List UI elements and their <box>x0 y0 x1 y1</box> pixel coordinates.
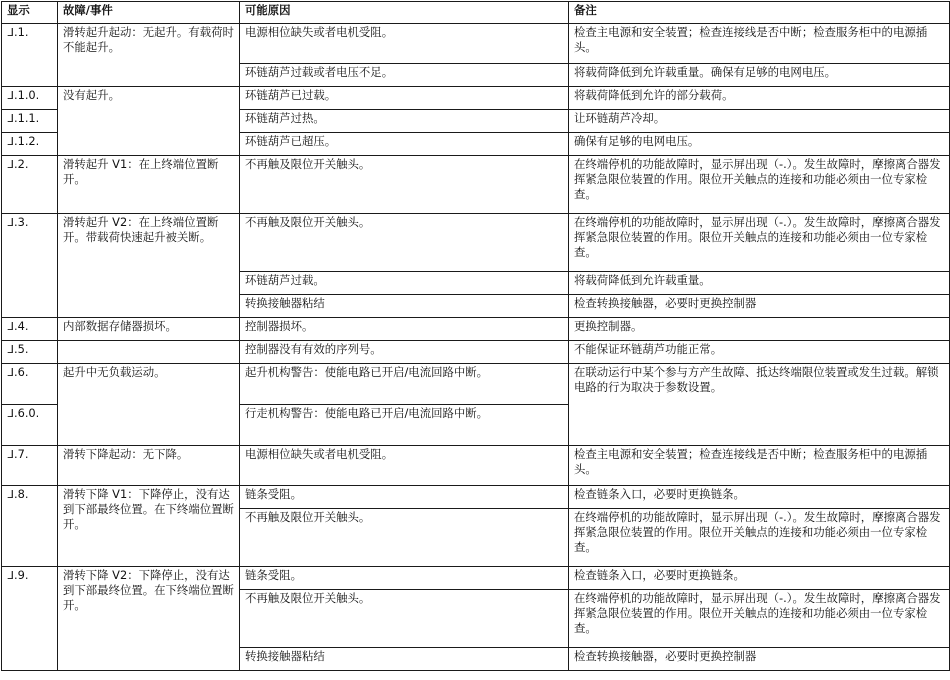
possible-cause: 环链葫芦过热。 <box>240 110 569 133</box>
possible-cause: 控制器没有有效的序列号。 <box>240 341 569 364</box>
display-code: ᒧ.1. <box>2 24 58 87</box>
remarks: 在终端停机的功能故障时，显示屏出现（-.）。发生故障时，摩擦离合器发挥紧急限位装置的作用。限位开关触点的连接和功能必须由一位专家检查。 <box>569 590 950 648</box>
table-row <box>2 87 950 110</box>
fault-event: 滑转下降 V2：下降停止，没有达到下部最终位置。在下终端位置断开。 <box>58 567 240 671</box>
table-row <box>2 341 950 364</box>
table-header-row <box>2 2 950 24</box>
remarks: 在终端停机的功能故障时，显示屏出现（-.）。发生故障时，摩擦离合器发挥紧急限位装置的作用。限位开关触点的连接和功能必须由一位专家检查。 <box>569 509 950 567</box>
table-row <box>2 214 950 272</box>
remarks: 将载荷降低到允许的部分载荷。 <box>569 87 950 110</box>
header-fault-event: 故障/事件 <box>58 2 240 24</box>
remarks: 检查主电源和安全装置；检查连接线是否中断；检查服务柜中的电源插头。 <box>569 24 950 64</box>
display-code: ᒧ.9. <box>2 567 58 671</box>
possible-cause: 环链葫芦过载或者电压不足。 <box>240 64 569 87</box>
possible-cause: 链条受阻。 <box>240 486 569 509</box>
fault-event: 滑转下降 V1：下降停止，没有达到下部最终位置。在下终端位置断开。 <box>58 486 240 567</box>
remarks: 将载荷降低到允许载重量。 <box>569 272 950 295</box>
remarks: 不能保证环链葫芦功能正常。 <box>569 341 950 364</box>
table-row <box>2 446 950 486</box>
possible-cause: 电源相位缺失或者电机受阻。 <box>240 446 569 486</box>
remarks: 在联动运行中某个参与方产生故障、抵达终端限位装置或发生过载。解锁电路的行为取决于参数设置。 <box>569 364 950 446</box>
possible-cause: 行走机构警告：使能电路已开启/电流回路中断。 <box>240 405 569 446</box>
display-code: ᒧ.3. <box>2 214 58 318</box>
display-code: ᒧ.7. <box>2 446 58 486</box>
remarks: 让环链葫芦冷却。 <box>569 110 950 133</box>
possible-cause: 电源相位缺失或者电机受阻。 <box>240 24 569 64</box>
display-code: ᒧ.8. <box>2 486 58 567</box>
possible-cause: 环链葫芦已超压。 <box>240 133 569 156</box>
fault-table <box>1 1 950 671</box>
header-possible-cause: 可能原因 <box>240 2 569 24</box>
fault-event: 没有起升。 <box>58 87 240 156</box>
fault-event: 内部数据存储器损坏。 <box>58 318 240 341</box>
display-code: ᒧ.1.1. <box>2 110 58 133</box>
possible-cause: 不再触及限位开关触头。 <box>240 214 569 272</box>
table-row <box>2 567 950 590</box>
table-row <box>2 364 950 405</box>
remarks: 检查转换接触器，必要时更换控制器 <box>569 648 950 671</box>
possible-cause: 起升机构警告：使能电路已开启/电流回路中断。 <box>240 364 569 405</box>
possible-cause: 转换接触器粘结 <box>240 295 569 318</box>
possible-cause: 不再触及限位开关触头。 <box>240 590 569 648</box>
remarks: 确保有足够的电网电压。 <box>569 133 950 156</box>
fault-event: 滑转起升起动：无起升。有载荷时不能起升。 <box>58 24 240 87</box>
fault-event: 滑转下降起动：无下降。 <box>58 446 240 486</box>
header-remarks: 备注 <box>569 2 950 24</box>
remarks: 更换控制器。 <box>569 318 950 341</box>
possible-cause: 不再触及限位开关触头。 <box>240 509 569 567</box>
header-display: 显示 <box>2 2 58 24</box>
possible-cause: 控制器损坏。 <box>240 318 569 341</box>
remarks: 检查链条入口，必要时更换链条。 <box>569 567 950 590</box>
display-code: ᒧ.1.0. <box>2 87 58 110</box>
remarks: 在终端停机的功能故障时，显示屏出现（-.）。发生故障时，摩擦离合器发挥紧急限位装置的作用。限位开关触点的连接和功能必须由一位专家检查。 <box>569 214 950 272</box>
fault-event <box>58 341 240 364</box>
remarks: 检查链条入口，必要时更换链条。 <box>569 486 950 509</box>
display-code: ᒧ.6.0. <box>2 405 58 446</box>
fault-event: 滑转起升 V2：在上终端位置断开。带载荷快速起升被关断。 <box>58 214 240 318</box>
table-row <box>2 156 950 214</box>
possible-cause: 环链葫芦过载。 <box>240 272 569 295</box>
table-row <box>2 24 950 64</box>
remarks: 将载荷降低到允许载重量。确保有足够的电网电压。 <box>569 64 950 87</box>
display-code: ᒧ.2. <box>2 156 58 214</box>
possible-cause: 转换接触器粘结 <box>240 648 569 671</box>
possible-cause: 不再触及限位开关触头。 <box>240 156 569 214</box>
display-code: ᒧ.4. <box>2 318 58 341</box>
table-row <box>2 318 950 341</box>
possible-cause: 环链葫芦已过载。 <box>240 87 569 110</box>
display-code: ᒧ.1.2. <box>2 133 58 156</box>
remarks: 检查主电源和安全装置；检查连接线是否中断；检查服务柜中的电源插头。 <box>569 446 950 486</box>
fault-event: 起升中无负载运动。 <box>58 364 240 446</box>
display-code: ᒧ.5. <box>2 341 58 364</box>
fault-event: 滑转起升 V1：在上终端位置断开。 <box>58 156 240 214</box>
remarks: 检查转换接触器，必要时更换控制器 <box>569 295 950 318</box>
table-row <box>2 486 950 509</box>
possible-cause: 链条受阻。 <box>240 567 569 590</box>
display-code: ᒧ.6. <box>2 364 58 405</box>
remarks: 在终端停机的功能故障时，显示屏出现（-.）。发生故障时，摩擦离合器发挥紧急限位装置的作用。限位开关触点的连接和功能必须由一位专家检查。 <box>569 156 950 214</box>
